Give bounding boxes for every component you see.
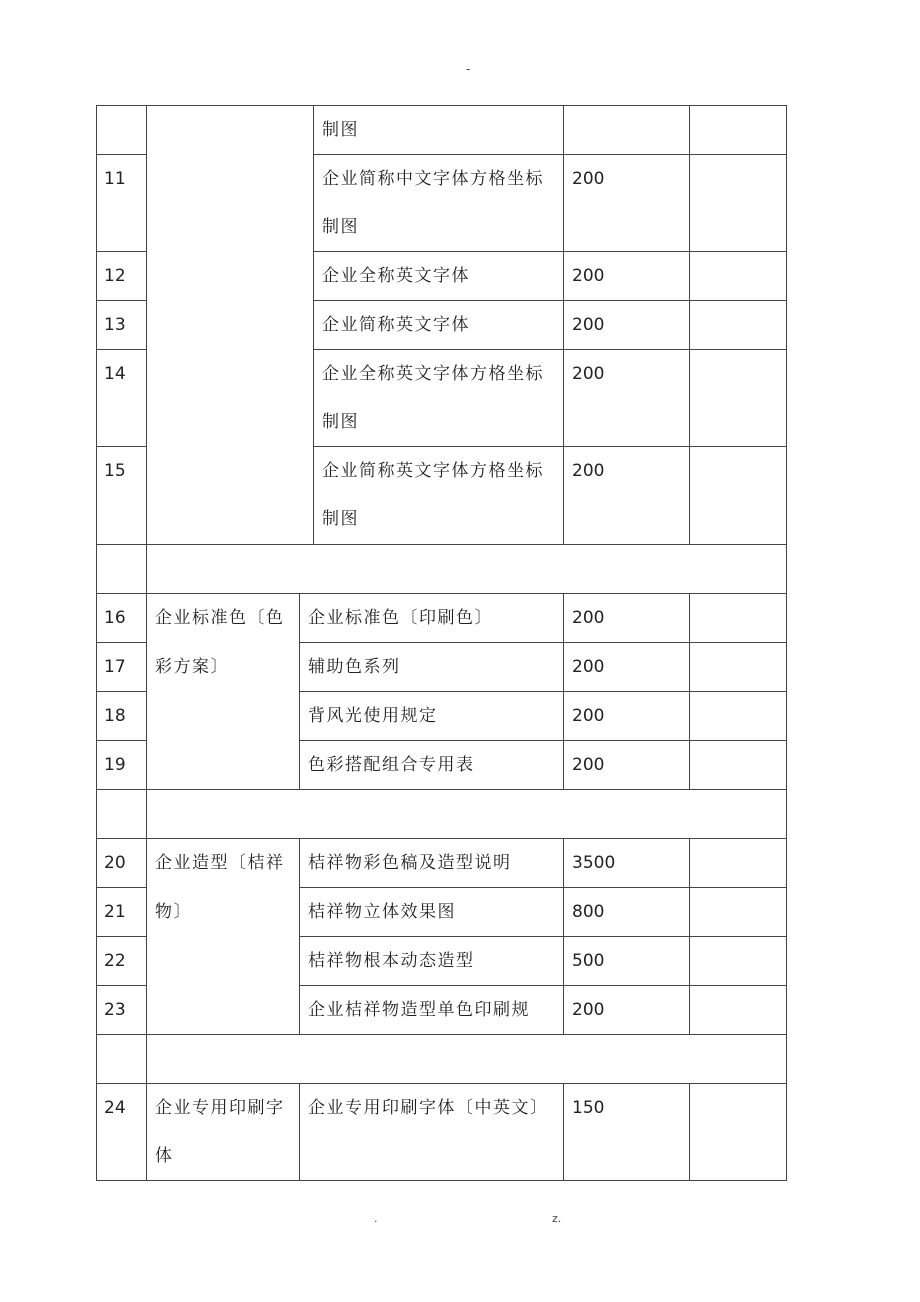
item-cell: 企业全称英文字体 [322, 266, 470, 286]
price-cell: 500 [572, 951, 605, 971]
row-number: 18 [104, 706, 126, 726]
grid-line [299, 642, 787, 643]
grid-line [96, 300, 146, 301]
item-cell: 企业简称英文字体 [322, 315, 470, 335]
item-cell: 企业标准色〔印刷色〕 [308, 608, 493, 628]
grid-line [96, 789, 787, 790]
footer-left-mark: . [374, 1212, 378, 1225]
header-mark: - [466, 62, 471, 76]
row-number: 23 [104, 1000, 126, 1020]
grid-line [96, 691, 146, 692]
price-cell: 200 [572, 169, 605, 189]
category-cell: 企业造型〔桔祥 [155, 853, 285, 873]
item-cell: 桔祥物根本动态造型 [308, 951, 475, 971]
item-cell: 色彩搭配组合专用表 [308, 755, 475, 775]
footer-right-mark: z. [552, 1212, 562, 1225]
grid-line [96, 593, 787, 594]
row-number: 24 [104, 1098, 126, 1118]
grid-line [96, 1083, 787, 1084]
item-cell: 企业全称英文字体方格坐标 [322, 364, 544, 384]
price-cell: 200 [572, 364, 605, 384]
item-cell-line2: 制图 [322, 509, 359, 529]
item-cell: 桔祥物彩色稿及造型说明 [308, 853, 512, 873]
price-cell: 200 [572, 315, 605, 335]
grid-line [299, 985, 787, 986]
row-number: 17 [104, 657, 126, 677]
price-cell: 200 [572, 266, 605, 286]
grid-line [313, 251, 787, 252]
row-number: 21 [104, 902, 126, 922]
item-cell-line2: 制图 [322, 412, 359, 432]
item-cell: 背风光使用规定 [308, 706, 438, 726]
grid-line [299, 936, 787, 937]
table-border [96, 105, 787, 106]
grid-line [313, 300, 787, 301]
grid-line [96, 838, 787, 839]
item-cell: 企业专用印刷字体〔中英文〕 [308, 1098, 549, 1118]
price-cell: 3500 [572, 853, 616, 873]
grid-line [96, 349, 146, 350]
item-cell: 企业简称英文字体方格坐标 [322, 461, 544, 481]
grid-line [299, 1083, 300, 1181]
item-cell: 桔祥物立体效果图 [308, 902, 456, 922]
row-number: 14 [104, 364, 126, 384]
category-cell-line2: 体 [155, 1146, 174, 1166]
row-number: 15 [104, 461, 126, 481]
table-border [96, 105, 97, 1181]
table-border [786, 105, 787, 1181]
grid-line [96, 1034, 787, 1035]
row-number: 22 [104, 951, 126, 971]
grid-line [689, 105, 690, 545]
row-number: 11 [104, 169, 126, 189]
grid-line [96, 887, 146, 888]
row-number: 13 [104, 315, 126, 335]
grid-line [563, 105, 564, 545]
table-border [96, 1180, 787, 1181]
grid-line [96, 446, 146, 447]
price-cell: 150 [572, 1098, 605, 1118]
grid-line [313, 154, 787, 155]
price-cell: 200 [572, 755, 605, 775]
item-cell: 辅助色系列 [308, 657, 401, 677]
category-cell-line2: 彩方案〕 [155, 657, 229, 677]
grid-line [96, 642, 146, 643]
item-cell: 企业简称中文字体方格坐标 [322, 169, 544, 189]
category-cell-line2: 物〕 [155, 902, 192, 922]
row-number: 19 [104, 755, 126, 775]
grid-line [96, 251, 146, 252]
grid-line [96, 936, 146, 937]
category-cell: 企业专用印刷字 [155, 1098, 285, 1118]
grid-line [96, 740, 146, 741]
grid-line [96, 154, 146, 155]
item-cell-line2: 制图 [322, 217, 359, 237]
grid-line [313, 446, 787, 447]
price-cell: 200 [572, 608, 605, 628]
price-cell: 200 [572, 1000, 605, 1020]
row-number: 20 [104, 853, 126, 873]
grid-line [299, 887, 787, 888]
grid-line [146, 105, 147, 1181]
price-cell: 200 [572, 461, 605, 481]
row-number: 16 [104, 608, 126, 628]
price-cell: 800 [572, 902, 605, 922]
price-cell: 200 [572, 706, 605, 726]
price-cell: 200 [572, 657, 605, 677]
grid-line [689, 1083, 690, 1181]
category-cell: 企业标准色〔色 [155, 608, 285, 628]
grid-line [563, 1083, 564, 1181]
item-cell: 企业桔祥物造型单色印刷规 [308, 1000, 530, 1020]
item-cell: 制图 [322, 120, 359, 140]
grid-line [299, 691, 787, 692]
grid-line [313, 105, 314, 545]
grid-line [313, 349, 787, 350]
grid-line [299, 740, 787, 741]
grid-line [96, 985, 146, 986]
grid-line [96, 544, 787, 545]
row-number: 12 [104, 266, 126, 286]
